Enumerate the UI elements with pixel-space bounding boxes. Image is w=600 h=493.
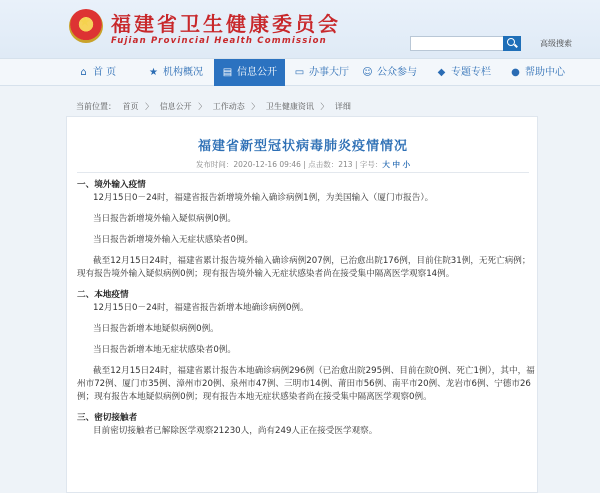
shield-icon: ◆ (437, 67, 446, 78)
section-heading: 一、境外输入疫情 (77, 180, 146, 190)
nav-item-help[interactable]: ● 帮助中心 (510, 59, 565, 86)
paragraph: 当日报告新增本地无症状感染者0例。 (93, 345, 236, 355)
monitor-icon: ▭ (294, 67, 305, 78)
paragraph: 目前密切接触者已解除医学观察21230人，尚有249人正在接受医学观察。 (93, 426, 378, 436)
publish-info: 发布时间：2020-12-16 09:46 | 点击数：213 | 字号： (195, 160, 383, 169)
section-heading: 二、本地疫情 (77, 290, 129, 300)
breadcrumb-sep: 〉 (198, 102, 207, 111)
document-icon: ▤ (222, 67, 233, 78)
paragraph: 截至12月15日24时，福建省累计报告本地确诊病例296例（已治愈出院295例、目前在院0例、死亡1例），其中，福州市72例、厦门市35例、漳州市20例、泉州市47例、三明市14例、莆田市56例、南平市20例、龙岩市6例、宁德市26例；现有报告本地疑似病例0例；现有报告本地无症状感染者尚在接受集中隔离医学观察0例。 (77, 366, 535, 402)
emblem-icon (69, 9, 103, 43)
site-subtitle: Fujian Provincial Health Commission (111, 36, 327, 46)
star-icon: ★ (149, 67, 158, 78)
nav-item-topics[interactable]: ◆ 专题专栏 (436, 59, 491, 86)
nav-item-services[interactable]: ▭ 办事大厅 (294, 59, 349, 86)
paragraph: 截至12月15日24时，福建省累计报告境外输入确诊病例207例，已治愈出院176例，目前住院31例，无死亡病例；现有报告境外输入疑似病例0例；现有报告境外输入无症状感染者尚在接受集中隔离医学观察14例。 (77, 256, 531, 279)
breadcrumb (76, 101, 355, 112)
paragraph: 12月15日0－24时，福建省报告新增本地确诊病例0例。 (93, 303, 309, 313)
breadcrumb-current: 详细 (334, 102, 351, 111)
breadcrumb-work[interactable]: 工作动态 (212, 102, 245, 111)
nav-item-participation[interactable]: ☺ 公众参与 (362, 59, 417, 86)
breadcrumb-sep: 〉 (145, 102, 154, 111)
paragraph: 当日报告新增本地疑似病例0例。 (93, 324, 219, 334)
advanced-search-link[interactable]: 高级搜索 (540, 39, 572, 48)
nav-item-info[interactable]: ▤ 信息公开 (214, 59, 285, 86)
main-nav (0, 58, 600, 86)
article-meta (67, 159, 539, 170)
breadcrumb-home[interactable]: 首页 (122, 102, 139, 111)
section-heading: 三、密切接触者 (77, 413, 138, 423)
breadcrumb-info[interactable]: 信息公开 (159, 102, 192, 111)
divider (77, 172, 529, 173)
paragraph: 当日报告新增境外输入无症状感染者0例。 (93, 235, 254, 245)
breadcrumb-news[interactable]: 卫生健康资讯 (265, 102, 314, 111)
breadcrumb-sep: 〉 (320, 102, 329, 111)
user-icon: ● (511, 67, 520, 78)
font-size-options[interactable]: 大 中 小 (382, 160, 411, 169)
article-panel (66, 116, 538, 493)
search-input[interactable] (410, 36, 504, 51)
paragraph: 12月15日0－24时，福建省报告新增境外输入确诊病例1例，为美国输入（厦门市报告）。 (93, 193, 434, 203)
breadcrumb-prefix: 当前位置： (76, 102, 116, 111)
nav-item-home[interactable]: ⌂ 首 页 (78, 59, 116, 86)
site-title[interactable]: 福建省卫生健康委员会 (111, 12, 341, 36)
nav-item-about[interactable]: ★ 机构概况 (148, 59, 203, 86)
article-body (77, 179, 535, 438)
site-header (0, 0, 600, 58)
home-icon: ⌂ (80, 67, 87, 78)
people-icon: ☺ (362, 67, 373, 78)
breadcrumb-sep: 〉 (251, 102, 260, 111)
article-title: 福建省新型冠状病毒肺炎疫情情况 (197, 139, 408, 154)
search-icon[interactable] (503, 36, 521, 51)
paragraph: 当日报告新增境外输入疑似病例0例。 (93, 214, 236, 224)
